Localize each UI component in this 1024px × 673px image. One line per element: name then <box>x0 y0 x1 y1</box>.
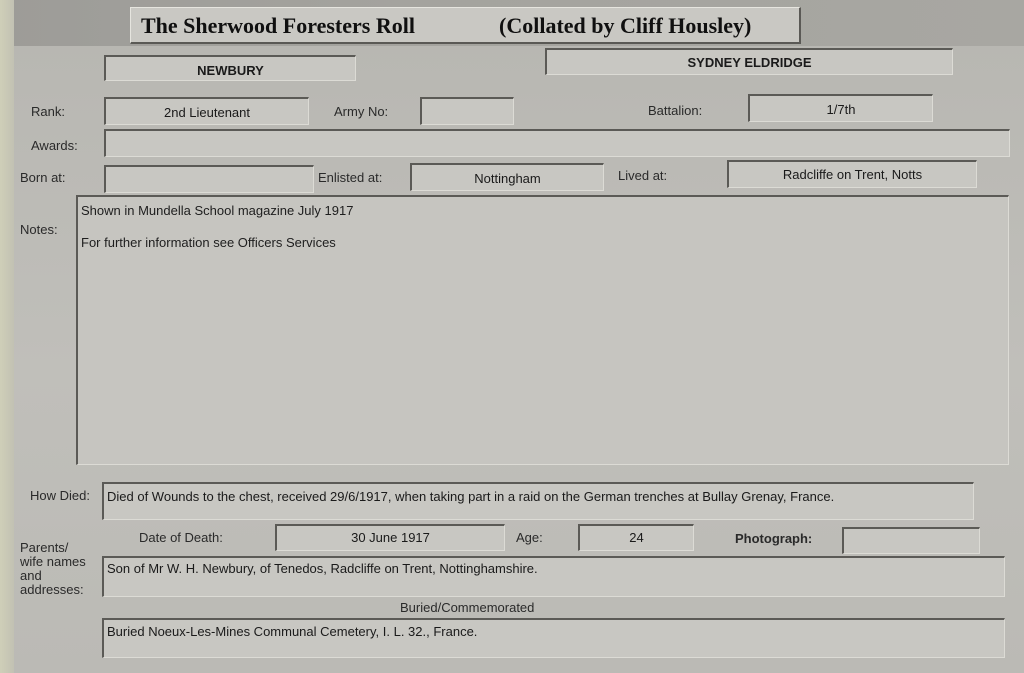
age-field[interactable]: 24 <box>578 524 694 551</box>
form-title-credit: (Collated by Cliff Housley) <box>499 13 752 38</box>
parents-field[interactable]: Son of Mr W. H. Newbury, of Tenedos, Radcliffe on Trent, Nottinghamshire. <box>102 556 1005 597</box>
buried-field[interactable]: Buried Noeux-Les-Mines Communal Cemetery, I. L. 32., France. <box>102 618 1005 658</box>
enlisted-at-label: Enlisted at: <box>318 170 383 185</box>
parents-label-line: wife names <box>20 554 86 569</box>
rank-field[interactable]: 2nd Lieutenant <box>104 97 309 125</box>
photograph-field[interactable] <box>842 527 980 554</box>
lived-at-field[interactable]: Radcliffe on Trent, Notts <box>727 160 977 188</box>
parents-label-line: Parents/ <box>20 540 69 555</box>
how-died-label: How Died: <box>30 488 90 503</box>
awards-label: Awards: <box>31 138 78 153</box>
buried-label: Buried/Commemorated <box>400 600 535 615</box>
parents-label <box>20 541 86 597</box>
form-title-text: The Sherwood Foresters Roll <box>141 13 415 38</box>
form-title <box>130 7 801 44</box>
notes-blank-line <box>81 219 1005 235</box>
forenames-field[interactable]: SYDNEY ELDRIDGE <box>545 48 953 75</box>
photograph-label: Photograph: <box>735 531 813 546</box>
date-of-death-field[interactable]: 30 June 1917 <box>275 524 505 551</box>
lived-at-label: Lived at: <box>618 168 668 183</box>
born-at-field[interactable] <box>104 165 314 193</box>
born-at-label: Born at: <box>20 170 66 185</box>
notes-line: Shown in Mundella School magazine July 1917 <box>81 203 354 218</box>
rank-label: Rank: <box>31 104 65 119</box>
notes-label: Notes: <box>20 222 58 237</box>
battalion-field[interactable]: 1/7th <box>748 94 933 122</box>
parents-label-line: addresses: <box>20 582 84 597</box>
army-no-field[interactable] <box>420 97 514 125</box>
enlisted-at-field[interactable]: Nottingham <box>410 163 604 191</box>
surname-field[interactable]: NEWBURY <box>104 55 356 81</box>
left-edge <box>0 0 14 673</box>
battalion-label: Battalion: <box>648 103 703 118</box>
awards-field[interactable] <box>104 129 1010 157</box>
notes-line: For further information see Officers Services <box>81 235 336 250</box>
how-died-field[interactable]: Died of Wounds to the chest, received 29/6/1917, when taking part in a raid on the German trenches at Bullay Grenay, France. <box>102 482 974 520</box>
parents-label-line: and <box>20 568 42 583</box>
army-no-label: Army No: <box>334 104 389 119</box>
notes-field[interactable] <box>76 195 1009 465</box>
date-of-death-label: Date of Death: <box>139 530 223 545</box>
age-label: Age: <box>516 530 543 545</box>
